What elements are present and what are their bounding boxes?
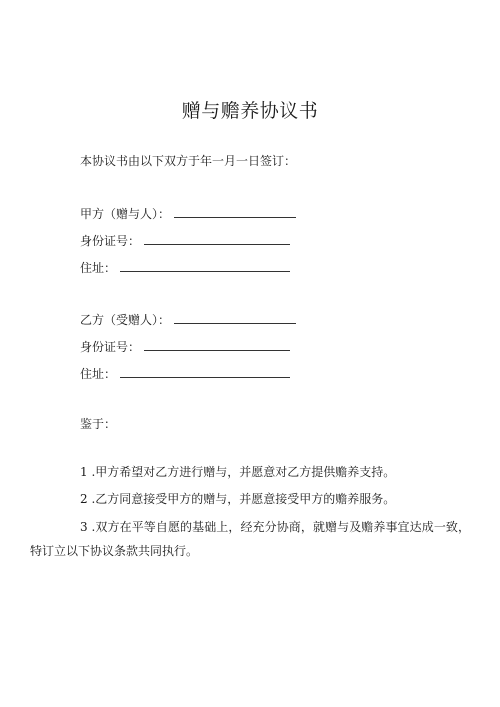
party-a-address-label: 住址： — [80, 261, 117, 275]
clause-2: 2 .乙方同意接受甲方的赠与，并愿意接受甲方的赡养服务。 — [80, 492, 396, 506]
party-a-name-row — [80, 206, 296, 222]
document-title: 赠与赡养协议书 — [181, 100, 319, 122]
party-b-id-label: 身份证号： — [80, 340, 141, 354]
party-a-address-row — [80, 260, 290, 276]
party-a-id-label: 身份证号： — [80, 234, 141, 248]
party-a-id-blank — [144, 233, 290, 245]
party-b-address-blank — [120, 366, 290, 378]
party-b-address-row — [80, 366, 290, 382]
clause-1: 1 .甲方希望对乙方进行赠与，并愿意对乙方提供赡养支持。 — [80, 465, 396, 479]
party-b-address-label: 住址： — [80, 367, 117, 381]
party-b-id-blank — [144, 339, 290, 351]
clause-3: 3 .双方在平等自愿的基础上，经充分协商，就赠与及赡养事宜达成一致，特订立以下协议条款共同执行。 — [30, 520, 470, 558]
party-a-address-blank — [120, 260, 290, 272]
party-b-name-row — [80, 312, 296, 328]
party-a-name-blank — [174, 206, 296, 218]
party-b-id-row — [80, 339, 290, 355]
party-a-name-label: 甲方（赠与人）： — [80, 207, 171, 221]
party-b-name-blank — [174, 312, 296, 324]
party-b-name-label: 乙方（受赠人）： — [80, 313, 171, 327]
whereas-heading: 鉴于： — [80, 417, 117, 431]
party-a-id-row — [80, 233, 290, 249]
intro-text: 本协议书由以下双方于年一月一日签订： — [80, 154, 297, 168]
